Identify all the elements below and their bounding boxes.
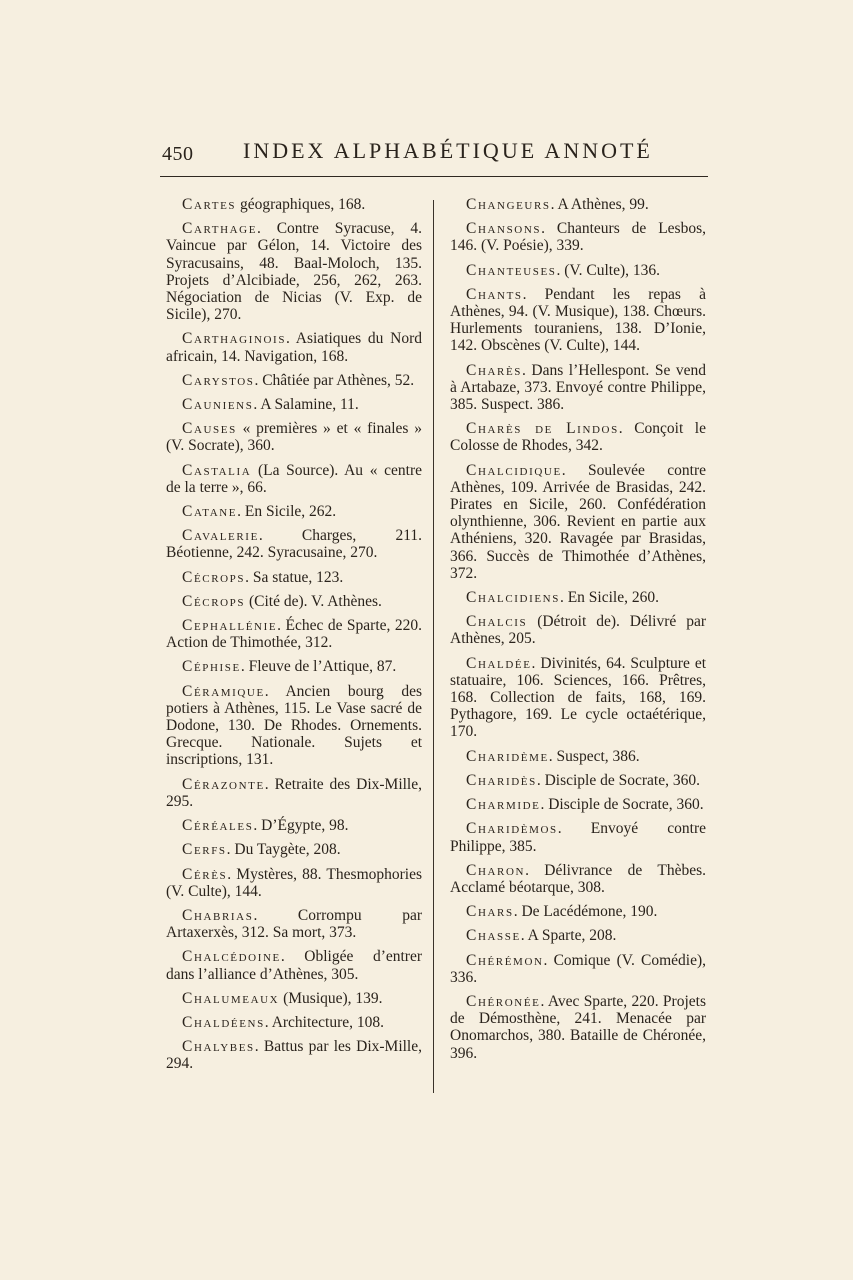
index-entry <box>450 772 706 789</box>
index-headword: Charidèmos <box>466 820 558 838</box>
index-entry-text: . Divinités, 64. Sculpture et statuaire, 106. Sciences, 166. Prêtres, 168. Collection de faits, 168, 169. Pythagore, 169. Le cycle octaétérique, 170. <box>450 654 706 741</box>
index-entry-text: . Envoyé contre Philippe, 385. <box>450 820 706 855</box>
index-headword: Céphise <box>182 658 241 676</box>
page-number: 450 <box>162 143 194 165</box>
index-entry-text: (La Source). Au « centre de la terre », 66. <box>166 461 422 496</box>
index-headword: Causes <box>182 420 237 438</box>
index-entry-text: . A Salamine, 11. <box>253 396 359 414</box>
index-headword: Chars <box>466 903 514 921</box>
index-headword: Charon <box>466 861 526 879</box>
index-entry-text: . Sa statue, 123. <box>245 568 344 586</box>
index-entry <box>166 658 422 675</box>
index-headword: Chasse <box>466 927 521 945</box>
index-entry <box>450 820 706 854</box>
index-entry-text: géographiques, 168. <box>236 196 366 213</box>
index-entry <box>450 796 706 813</box>
index-entry-text: . Soulevée contre Athènes, 109. Arrivée de Brasidas, 242. Pirates en Sicile, 260. Confédération olynthienne, 306. Revient en partie aux Athéniens, 320. Ravagée par Brasidas, 366. Succès de Thimothée d’Athènes, 372. <box>450 461 706 582</box>
index-headword: Chalcidiens <box>466 589 560 607</box>
index-entry-text: . Avec Sparte, 220. Projets de Démosthène, 241. Menacée par Onomarchos, 380. Bataille de Chéronée, 396. <box>450 992 706 1062</box>
index-entry-text: (Musique), 139. <box>279 989 383 1007</box>
index-entry-text: . Obligée d’entrer dans l’alliance d’Athènes, 305. <box>166 948 422 983</box>
index-headword: Cavalerie <box>182 527 259 545</box>
index-column-right <box>450 196 706 1069</box>
index-headword: Chalybes <box>182 1038 255 1056</box>
index-entry-text: « premières » et « finales » (V. Socrate), 360. <box>166 420 422 455</box>
index-entry-text: . Du Taygète, 208. <box>226 841 341 859</box>
index-headword: Carthaginois <box>182 330 287 348</box>
index-headword: Chalcis <box>466 613 528 631</box>
index-entry-text: . Dans l’Hellespont. Se vend à Artabaze, 373. Envoyé contre Philippe, 385. Suspect. 386. <box>450 361 706 414</box>
index-entry-text: . Comique (V. Comédie), 336. <box>450 951 706 986</box>
index-headword: Charès <box>466 361 522 379</box>
index-headword: Chaldéens <box>182 1013 265 1031</box>
index-entry-text: . Disciple de Socrate, 360. <box>536 771 700 789</box>
index-entry <box>450 748 706 765</box>
index-entry <box>166 990 422 1007</box>
header-rule <box>160 176 708 177</box>
index-entry-text: . Asiatiques du Nord africain, 14. Navigation, 168. <box>166 330 422 365</box>
index-entry <box>166 593 422 610</box>
index-headword: Cécrops <box>182 568 246 586</box>
index-entry <box>450 362 706 414</box>
index-headword: Chéronée <box>466 992 541 1010</box>
index-entry-text: . Mystères, 88. Thesmophories (V. Culte), 144. <box>166 865 422 900</box>
index-headword: Charidès <box>466 771 537 789</box>
index-entry <box>450 420 706 454</box>
index-entry <box>166 372 422 389</box>
index-headword: Cartes <box>182 196 237 213</box>
index-entry <box>166 948 422 982</box>
index-entry <box>166 420 422 454</box>
index-entry-text: . A Athènes, 99. <box>550 196 649 213</box>
page-header <box>0 0 853 180</box>
index-headword: Chanteuses <box>466 261 557 279</box>
index-column-left <box>166 196 422 1080</box>
index-headword: Castalia <box>182 461 252 479</box>
index-entry <box>166 683 422 769</box>
index-entry <box>450 196 706 213</box>
index-headword: Chalcidique <box>466 461 562 479</box>
index-entry-text: . Contre Syracuse, 4. Vaincue par Gélon, 14. Victoire des Syracusains, 48. Baal-Moloch, 135. Projets d’Alcibiade, 256, 262, 263. Négociation de Nicias (V. Exp. de Sicile), 270. <box>166 220 422 324</box>
index-entry-text: (Détroit de). Délivré par Athènes, 205. <box>450 613 706 648</box>
index-headword: Carthage <box>182 220 258 238</box>
index-entry <box>166 1038 422 1072</box>
index-headword: Carystos <box>182 371 255 389</box>
index-entry <box>166 220 422 323</box>
index-entry <box>166 196 422 213</box>
index-entry-text: . Architecture, 108. <box>264 1013 385 1031</box>
index-entry <box>166 569 422 586</box>
index-entry-text: . Charges, 211. Béotienne, 242. Syracusaine, 270. <box>166 527 422 562</box>
index-entry <box>450 589 706 606</box>
index-entry <box>166 462 422 496</box>
index-headword: Cérazonte <box>182 775 265 793</box>
index-entry <box>166 817 422 834</box>
index-entry <box>450 462 706 582</box>
index-entry-text: . Pendant les repas à Athènes, 94. (V. Musique), 138. Chœurs. Hurlements touraniens, 138. D’Ionie, 142. Obscènes (V. Culte), 144. <box>450 285 706 355</box>
index-entry <box>166 396 422 413</box>
index-entry-text: . De Lacédémone, 190. <box>513 903 658 921</box>
index-entry-text: . Chanteurs de Lesbos, 146. (V. Poésie), 339. <box>450 220 706 255</box>
index-entry <box>166 841 422 858</box>
index-headword: Chants <box>466 285 523 303</box>
index-entry <box>166 776 422 810</box>
index-headword: Chalcédoine <box>182 948 281 966</box>
index-headword: Cephallénie <box>182 617 278 635</box>
index-entry <box>450 655 706 741</box>
index-headword: Céréales <box>182 817 254 835</box>
index-entry <box>166 527 422 561</box>
index-entry <box>450 993 706 1062</box>
index-entry-text: . Délivrance de Thèbes. Acclamé béotarque, 308. <box>450 861 706 896</box>
index-entry <box>450 262 706 279</box>
index-entry-text: . Échec de Sparte, 220. Action de Thimothée, 312. <box>166 617 422 652</box>
index-entry <box>166 330 422 364</box>
index-headword: Cécrops <box>182 592 246 610</box>
index-entry-text: . Conçoit le Colosse de Rhodes, 342. <box>450 420 706 455</box>
index-entry <box>450 862 706 896</box>
index-headword: Changeurs <box>466 196 551 213</box>
index-headword: Chansons <box>466 220 542 238</box>
index-headword: Charidème <box>466 747 549 765</box>
index-entry-text: . A Sparte, 208. <box>520 927 617 945</box>
index-entry-text: . D’Égypte, 98. <box>253 817 349 835</box>
index-entry <box>450 613 706 647</box>
index-headword: Charmide <box>466 796 541 814</box>
index-headword: Chérémon <box>466 951 544 969</box>
index-headword: Céramique <box>182 682 265 700</box>
index-headword: Charès de Lindos <box>466 420 619 438</box>
index-entry-text: . Battus par les Dix-Mille, 294. <box>166 1038 422 1073</box>
index-headword: Cauniens <box>182 396 254 414</box>
column-divider <box>433 200 434 1093</box>
index-entry <box>166 866 422 900</box>
index-entry-text: . Disciple de Socrate, 360. <box>540 796 704 814</box>
index-entry-text: . Châtiée par Athènes, 52. <box>254 371 415 389</box>
index-headword: Chabrias <box>182 906 254 924</box>
index-entry <box>166 1014 422 1031</box>
index-entry-text: . Suspect, 386. <box>548 747 640 765</box>
index-entry-text: . En Sicile, 260. <box>559 589 659 607</box>
index-entry <box>450 927 706 944</box>
index-entry <box>166 907 422 941</box>
index-headword: Chaldée <box>466 654 532 672</box>
index-entry-text: . En Sicile, 262. <box>237 503 337 521</box>
index-entry-text: . Corrompu par Artaxerxès, 312. Sa mort, 373. <box>166 906 422 942</box>
index-entry <box>450 220 706 254</box>
index-headword: Chalumeaux <box>182 989 280 1007</box>
index-entry <box>450 286 706 355</box>
index-headword: Cérès <box>182 865 228 883</box>
index-entry-text: . (V. Culte), 136. <box>556 261 660 279</box>
index-headword: Catane <box>182 503 238 521</box>
index-entry <box>450 952 706 986</box>
running-title: INDEX ALPHABÉTIQUE ANNOTÉ <box>243 138 653 163</box>
index-entry <box>166 503 422 520</box>
index-headword: Cerfs <box>182 841 227 859</box>
index-entry-text: . Retraite des Dix-Mille, 295. <box>166 775 422 810</box>
index-entry-text: . Fleuve de l’Attique, 87. <box>240 658 397 676</box>
index-entry-text: (Cité de). V. Athènes. <box>245 592 382 610</box>
index-entry <box>450 903 706 920</box>
index-entry-text: . Ancien bourg des potiers à Athènes, 115. Le Vase sacré de Dodone, 130. De Rhodes. Ornements. Grecque. Nationale. Sujets et inscriptions, 131. <box>166 682 422 769</box>
index-entry <box>166 617 422 651</box>
